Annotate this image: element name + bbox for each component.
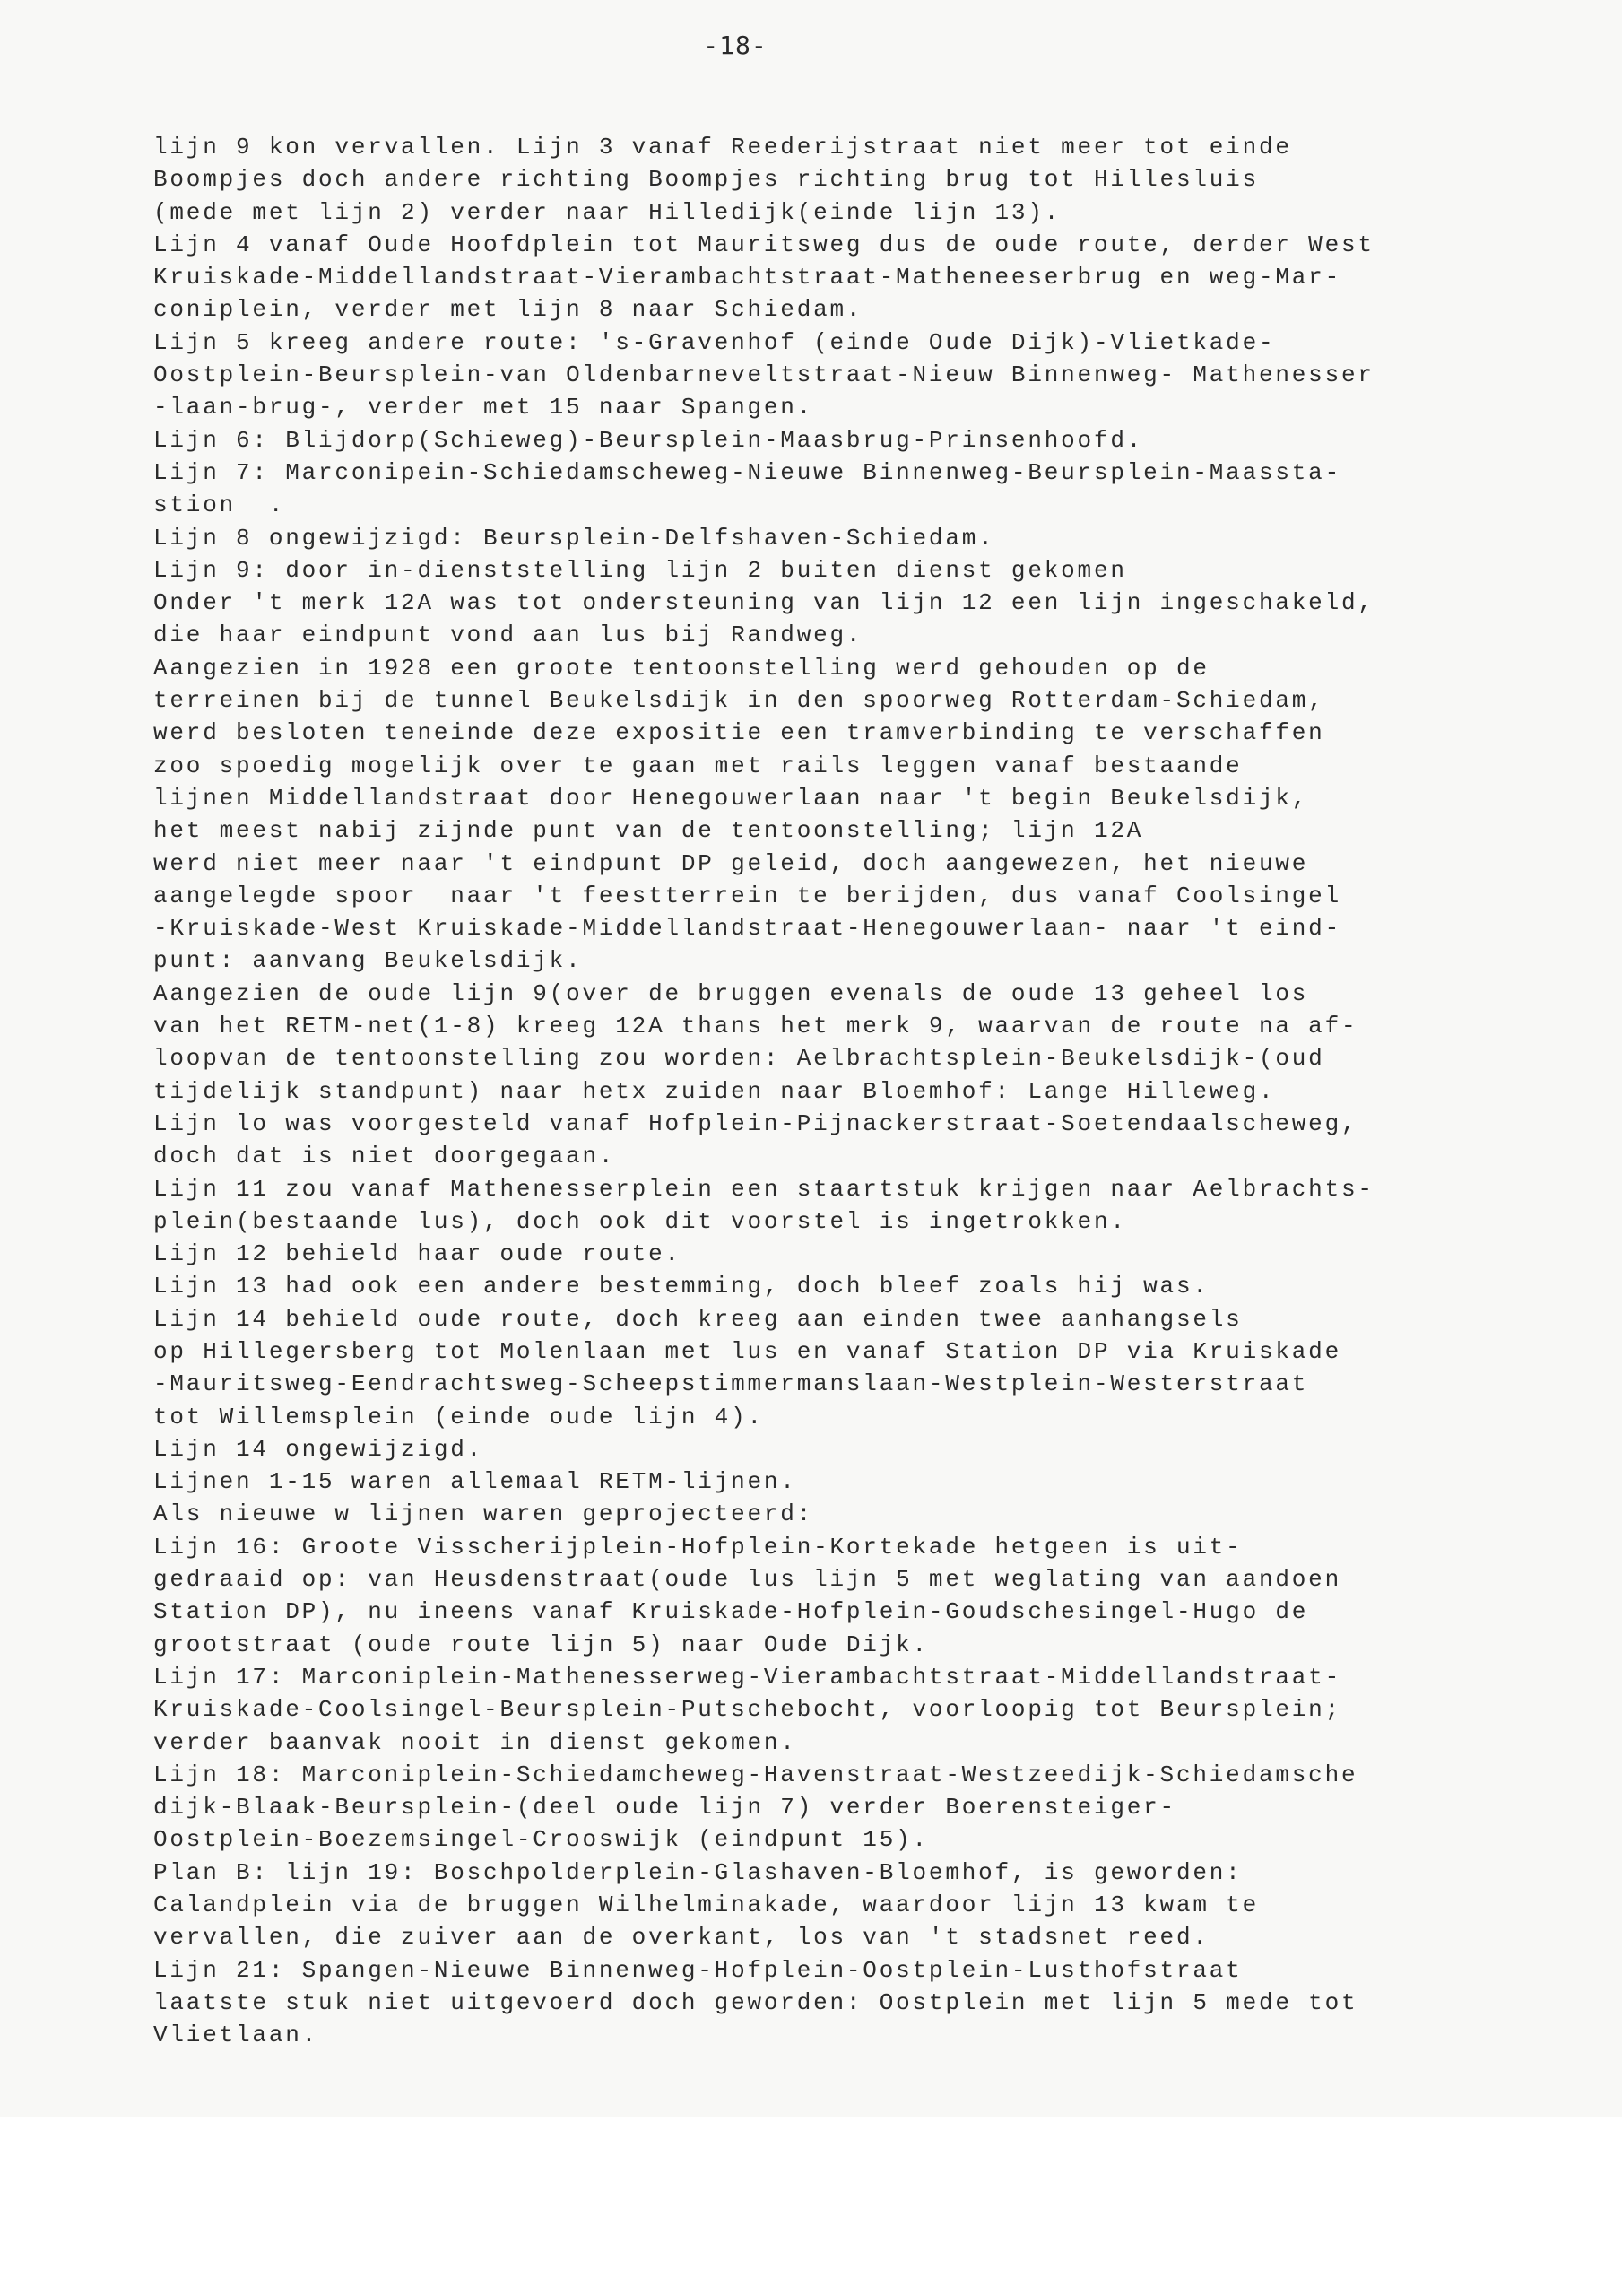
text-line: Lijn 18: Marconiplein-Schiedamcheweg-Havenstraat-Westzeedijk-Schiedamsche <box>153 1761 1358 1788</box>
text-line: Boompjes doch andere richting Boompjes richting brug tot Hillesluis <box>153 166 1259 194</box>
text-line: stion . <box>153 491 286 519</box>
text-line: laatste stuk niet uitgevoerd doch geworden: Oostplein met lijn 5 mede tot <box>153 1988 1358 2016</box>
text-line: grootstraat (oude route lijn 5) naar Oude Dijk. <box>153 1631 929 1658</box>
text-line: Lijn 17: Marconiplein-Mathenesserweg-Vierambachtstraat-Middellandstraat- <box>153 1663 1341 1691</box>
text-line: tijdelijk standpunt) naar hetx zuiden naar Bloemhof: Lange Hilleweg. <box>153 1077 1276 1105</box>
text-line: Lijnen 1-15 waren allemaal RETM-lijnen. <box>153 1468 797 1496</box>
text-line: terreinen bij de tunnel Beukelsdijk in den spoorweg Rotterdam-Schiedam, <box>153 687 1325 715</box>
text-line: die haar eindpunt vond aan lus bij Randweg. <box>153 622 863 649</box>
text-line: Lijn 16: Groote Visscherijplein-Hofplein-Kortekade hetgeen is uit- <box>153 1533 1243 1561</box>
text-line: loopvan de tentoonstelling zou worden: Aelbrachtsplein-Beukelsdijk-(oud <box>153 1045 1325 1073</box>
text-line: het meest nabij zijnde punt van de tentoonstelling; lijn 12A <box>153 817 1144 845</box>
text-line: lijn 9 kon vervallen. Lijn 3 vanaf Reederijstraat niet meer tot einde <box>153 134 1292 161</box>
text-line: -Mauritsweg-Eendrachtsweg-Scheepstimmermanslaan-Westplein-Westerstraat <box>153 1370 1309 1398</box>
text-line: Lijn 9: door in-dienststelling lijn 2 buiten dienst gekomen <box>153 556 1127 584</box>
text-line: punt: aanvang Beukelsdijk. <box>153 947 583 975</box>
text-line: Lijn 13 had ook een andere bestemming, doch bleef zoals hij was. <box>153 1273 1210 1300</box>
text-line: Oostplein-Boezemsingel-Crooswijk (eindpunt 15). <box>153 1826 929 1854</box>
text-line: doch dat is niet doorgegaan. <box>153 1143 616 1170</box>
text-line: Lijn 11 zou vanaf Mathenesserplein een staartstuk krijgen naar Aelbrachts- <box>153 1175 1375 1203</box>
text-line: werd niet meer naar 't eindpunt DP geleid, doch aangewezen, het nieuwe <box>153 849 1309 877</box>
text-line: zoo spoedig mogelijk over te gaan met rails leggen vanaf bestaande <box>153 752 1243 779</box>
text-line: Lijn 8 ongewijzigd: Beursplein-Delfshaven-Schiedam. <box>153 524 995 552</box>
text-line: Aangezien in 1928 een groote tentoonstelling werd gehouden op de <box>153 654 1210 682</box>
text-line: plein(bestaande lus), doch ook dit voorstel is ingetrokken. <box>153 1207 1127 1235</box>
text-line: (mede met lijn 2) verder naar Hilledijk(einde lijn 13). <box>153 198 1062 226</box>
text-line: gedraaid op: van Heusdenstraat(oude lus lijn 5 met weglating van aandoen <box>153 1566 1341 1594</box>
text-line: van het RETM-net(1-8) kreeg 12A thans het merk 9, waarvan de route na af- <box>153 1013 1358 1040</box>
text-line: -laan-brug-, verder met 15 naar Spangen. <box>153 394 814 422</box>
text-line: coniplein, verder met lijn 8 naar Schiedam. <box>153 296 863 324</box>
text-line: Aangezien de oude lijn 9(over de bruggen evenals de oude 13 geheel los <box>153 979 1309 1007</box>
text-line: Lijn 6: Blijdorp(Schieweg)-Beursplein-Maasbrug-Prinsenhoofd. <box>153 426 1144 454</box>
text-line: vervallen, die zuiver aan de overkant, los van 't stadsnet reed. <box>153 1924 1210 1952</box>
text-line: Station DP), nu ineens vanaf Kruiskade-Hofplein-Goudschesingel-Hugo de <box>153 1598 1309 1626</box>
text-line: Lijn 5 kreeg andere route: 's-Gravenhof (einde Oude Dijk)-Vlietkade- <box>153 328 1276 356</box>
text-line: Lijn 14 behield oude route, doch kreeg aan einden twee aanhangsels <box>153 1305 1243 1333</box>
page-number: -18- <box>703 30 768 60</box>
text-line: werd besloten teneinde deze expositie een tramverbinding te verschaffen <box>153 719 1325 747</box>
text-line: Kruiskade-Middellandstraat-Vierambachtstraat-Matheneeserbrug en weg-Mar- <box>153 264 1341 291</box>
text-line: Lijn 7: Marconipein-Schiedamscheweg-Nieuwe Binnenweg-Beursplein-Maassta- <box>153 458 1341 486</box>
text-line: tot Willemsplein (einde oude lijn 4). <box>153 1403 764 1431</box>
text-line: Als nieuwe w lijnen waren geprojecteerd: <box>153 1500 814 1528</box>
text-line: Calandplein via de bruggen Wilhelminakade, waardoor lijn 13 kwam te <box>153 1892 1259 1919</box>
text-line: Lijn 4 vanaf Oude Hoofdplein tot Mauritsweg dus de oude route, derder West <box>153 230 1375 258</box>
text-line: Lijn 12 behield haar oude route. <box>153 1240 681 1268</box>
text-line: Lijn 14 ongewijzigd. <box>153 1435 484 1463</box>
text-line: lijnen Middellandstraat door Henegouwerlaan naar 't begin Beukelsdijk, <box>153 784 1309 812</box>
text-line: Lijn 21: Spangen-Nieuwe Binnenweg-Hofplein-Oostplein-Lusthofstraat <box>153 1956 1243 1984</box>
text-line: Vlietlaan. <box>153 2022 319 2049</box>
text-line: verder baanvak nooit in dienst gekomen. <box>153 1728 797 1756</box>
document-body-text <box>153 131 1622 2052</box>
text-line: aangelegde spoor naar 't feestterrein te berijden, dus vanaf Coolsingel <box>153 882 1341 909</box>
text-line: Plan B: lijn 19: Boschpolderplein-Glashaven-Bloemhof, is geworden: <box>153 1858 1243 1886</box>
text-line: Oostplein-Beursplein-van Oldenbarneveltstraat-Nieuw Binnenweg- Mathenesser <box>153 361 1375 389</box>
text-line: -Kruiskade-West Kruiskade-Middellandstraat-Henegouwerlaan- naar 't eind- <box>153 915 1341 943</box>
text-line: Onder 't merk 12A was tot ondersteuning van lijn 12 een lijn ingeschakeld, <box>153 589 1375 617</box>
text-line: op Hillegersberg tot Molenlaan met lus en vanaf Station DP via Kruiskade <box>153 1337 1341 1365</box>
text-line: Lijn lo was voorgesteld vanaf Hofplein-Pijnackerstraat-Soetendaalscheweg, <box>153 1109 1358 1137</box>
text-line: Kruiskade-Coolsingel-Beursplein-Putschebocht, voorloopig tot Beursplein; <box>153 1696 1341 1724</box>
text-line: dijk-Blaak-Beursplein-(deel oude lijn 7) verder Boerensteiger- <box>153 1794 1176 1822</box>
